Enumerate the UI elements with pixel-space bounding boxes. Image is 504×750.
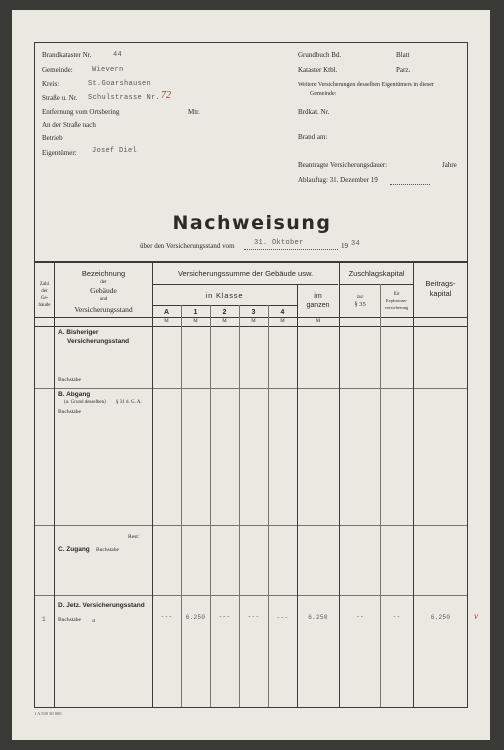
betrieb-label: Betrieb xyxy=(42,134,63,142)
row-d-check-mark: v xyxy=(474,611,478,621)
bezeichnung-header-1: Bezeichnung xyxy=(81,269,126,278)
bezeichnung-header-4: und xyxy=(99,297,108,302)
rule-after-section-c xyxy=(35,595,467,596)
explosion-header-2: Explosions- xyxy=(385,298,408,303)
gemeinde-value: Wievern xyxy=(92,66,124,74)
unit-2: M xyxy=(222,319,227,324)
zahl-header-3: Ge- xyxy=(40,296,49,301)
page-title: Nachweisung xyxy=(172,212,332,234)
col-divider-zur35 xyxy=(380,284,381,707)
brandkataster-value: 44 xyxy=(113,51,123,59)
zur35-header-1: zur xyxy=(356,295,364,300)
an-der-strasse-label: An der Straße nach xyxy=(42,121,96,129)
zahl-header-2: der xyxy=(41,289,48,294)
versicherungsdauer-label: Beantragte Versicherungsdauer: xyxy=(298,161,388,169)
zahl-header-1: Zahl xyxy=(39,282,50,287)
row-d-zahl: 1 xyxy=(42,616,46,623)
class-2-header: 2 xyxy=(222,309,227,316)
class-1-header: 1 xyxy=(193,309,198,316)
row-d-class-2: --- xyxy=(218,613,231,620)
col-divider-2 xyxy=(239,305,240,707)
ablauftag-dotted-line xyxy=(390,184,430,185)
rule-under-header xyxy=(35,317,467,318)
col-divider-zahl xyxy=(54,261,55,707)
bezeichnung-header-3: Gebäude xyxy=(90,286,117,295)
col-divider-ganzen xyxy=(339,261,340,707)
section-c-title: C. Zugang xyxy=(58,546,90,553)
section-b-title: B. Abgang xyxy=(58,391,91,398)
gemeinde-label: Gemeinde: xyxy=(42,66,73,74)
brdkat-label: Brdkat. Nr. xyxy=(298,108,330,116)
stand-date: 31. Oktober xyxy=(254,239,304,247)
vsumme-header: Versicherungssumme der Gebäude usw. xyxy=(177,269,314,278)
weitere-versicherungen-line1: Weitere Versicherungen desselben Eigentümers in dieser xyxy=(298,82,434,88)
row-d-zur35: -- xyxy=(356,613,364,620)
in-klasse-header: in Klasse xyxy=(205,291,244,300)
table-top-border xyxy=(35,261,467,263)
stand-date-line xyxy=(244,249,338,250)
brand-am-label: Brand am: xyxy=(298,133,328,141)
unit-1: M xyxy=(193,319,198,324)
zuschlag-header: Zuschlagskapital xyxy=(348,269,405,278)
kreis-label: Kreis: xyxy=(42,80,60,88)
section-b-reference: § 31 d. G. A. xyxy=(116,400,142,405)
entfernung-label: Entfernung vom Ortsbering xyxy=(42,108,120,116)
row-d-buchstabe-value: a xyxy=(92,617,96,624)
unit-4: M xyxy=(280,319,285,324)
section-d-buchstabe: Buchstabe xyxy=(58,617,81,623)
rule-under-zuschlag xyxy=(340,284,413,285)
col-divider-3 xyxy=(268,305,269,707)
grundbuch-label: Grundbuch Bd. xyxy=(298,51,342,59)
row-d-im-ganzen: 6.250 xyxy=(308,614,328,621)
class-4-header: 4 xyxy=(280,309,285,316)
section-d-title: D. Jetz. Versicherungsstand xyxy=(58,602,145,609)
zur35-header-2: § 35 xyxy=(354,301,366,308)
beitrags-header-2: kapital xyxy=(429,289,452,298)
rule-after-section-a xyxy=(35,388,467,389)
bezeichnung-header-2: der xyxy=(100,280,107,285)
year-prefix: 19 xyxy=(341,242,348,250)
strasse-value: Schulstrasse Nr. xyxy=(88,94,161,102)
year-typed: 34 xyxy=(351,240,361,248)
bezeichnung-header-5: Versicherungsstand xyxy=(74,305,133,314)
kataster-label: Kataster Ktbl. xyxy=(298,66,338,74)
rule-under-units xyxy=(35,326,467,327)
strasse-label: Straße u. Nr. xyxy=(42,94,78,102)
row-d-explosion: -- xyxy=(392,613,401,620)
col-divider-1 xyxy=(210,305,211,707)
section-b-subtitle: (u. Grund desselben) xyxy=(64,400,106,405)
row-d-class-1: 6.250 xyxy=(185,614,206,621)
ablauftag-label: Ablauftag: 31. Dezember 19 xyxy=(298,176,378,184)
rule-after-section-b xyxy=(35,525,467,526)
jahre-label: Jahre xyxy=(442,161,457,169)
row-d-beitragskapital: 6.250 xyxy=(430,614,451,621)
section-a-buchstabe: Buchstabe xyxy=(58,377,81,383)
row-d-class-a: --- xyxy=(160,613,173,620)
brandkataster-label: Brandkataster Nr. xyxy=(42,51,92,59)
col-divider-4 xyxy=(297,284,298,707)
unit-3: M xyxy=(251,319,256,324)
rule-under-vsumme xyxy=(152,284,338,285)
section-a-title: A. Bisheriger xyxy=(58,329,99,336)
eigentuemer-label: Eigentümer: xyxy=(42,149,77,157)
explosion-header-1: für xyxy=(393,292,400,297)
section-b-buchstabe: Buchstabe xyxy=(58,409,81,415)
section-c-buchstabe: Buchstabe xyxy=(96,547,119,553)
zahl-header-4: bäude xyxy=(38,303,51,308)
im-ganzen-header-1: im xyxy=(314,293,322,300)
col-divider-zuschlag xyxy=(413,261,414,707)
explosion-header-3: versicherung xyxy=(384,305,409,310)
col-divider-bezeichnung xyxy=(152,261,153,707)
parz-label: Parz. xyxy=(396,66,411,74)
eigentuemer-value: Josef Diel xyxy=(92,147,138,155)
unit-ganzen: M xyxy=(315,319,321,324)
section-a-subtitle: Versicherungsstand xyxy=(67,338,130,345)
row-d-class-4: --- xyxy=(276,614,289,621)
form-code: 1 A 530 30 000 xyxy=(34,711,62,716)
weitere-versicherungen-line2: Gemeinde: xyxy=(310,91,337,97)
subline-prefix: über den Versicherungsstand vom xyxy=(140,242,235,250)
kreis-value: St.Goarshausen xyxy=(88,80,152,88)
row-d-class-3: --- xyxy=(247,613,260,620)
entfernung-unit: Mtr. xyxy=(188,108,200,116)
strasse-handwritten: 72 xyxy=(161,90,171,101)
im-ganzen-header-2: ganzen xyxy=(306,302,330,309)
rest-label: Rest: xyxy=(128,534,140,540)
col-divider-a xyxy=(181,305,182,707)
class-3-header: 3 xyxy=(251,309,256,316)
unit-a: M xyxy=(164,319,169,324)
class-a-header: A xyxy=(163,309,170,316)
rule-under-klasse xyxy=(152,305,297,306)
beitrags-header-1: Beitrags- xyxy=(425,279,456,288)
blatt-label: Blatt xyxy=(396,51,410,59)
